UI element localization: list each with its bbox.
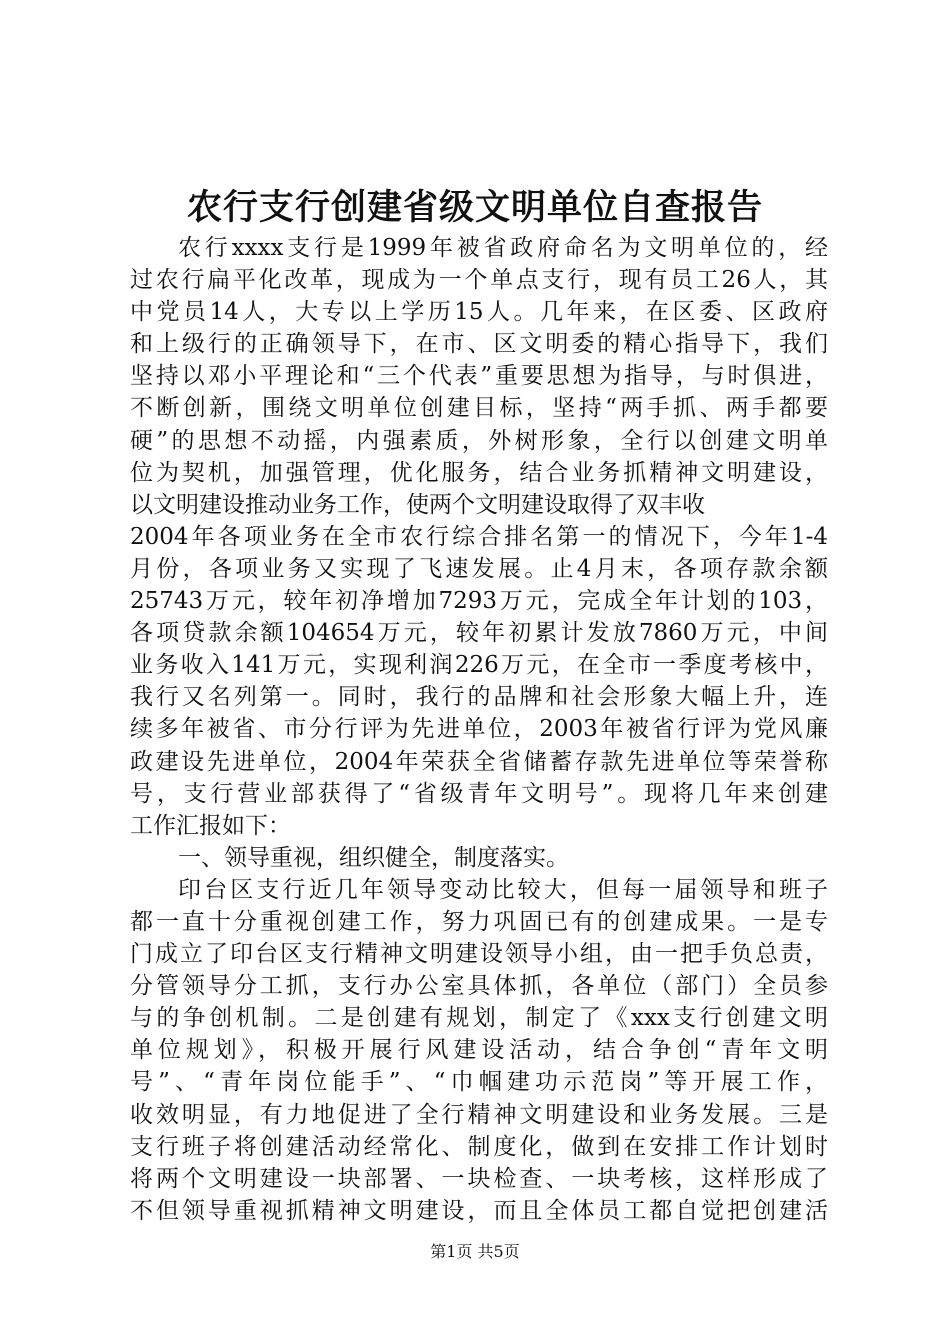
text-line: 支行班子将创建活动经常化、制度化，做到在安排工作计划时 — [130, 1133, 828, 1160]
text-line: 印台区支行近几年领导变动比较大，但每一届领导和班子 — [178, 876, 828, 903]
text-line: 分管领导分工抓，支行办公室具体抓，各单位（部门）全员参 — [130, 973, 828, 1000]
text-line: 门成立了印台区支行精神文明建设领导小组，由一把手负总责， — [130, 941, 828, 968]
text-line: 不断创新，围绕文明单位创建目标，坚持“两手抓、两手都要 — [130, 395, 828, 422]
text-line: 位为契机，加强管理，优化服务，结合业务抓精神文明建设， — [130, 459, 828, 486]
text-line: 坚持以邓小平理论和“三个代表”重要思想为指导，与时俱进， — [130, 363, 828, 390]
text-line: 将两个文明建设一块部署、一块检查、一块考核，这样形成了 — [130, 1165, 828, 1192]
text-line: 都一直十分重视创建工作，努力巩固已有的创建成果。一是专 — [130, 908, 828, 935]
text-line: 不但领导重视抓精神文明建设，而且全体员工都自觉把创建活 — [130, 1197, 828, 1224]
text-line: 号，支行营业部获得了“省级青年文明号”。现将几年来创建 — [130, 780, 828, 807]
text-line: 政建设先进单位，2004年荣获全省储蓄存款先进单位等荣誉称 — [130, 748, 828, 775]
document-title: 农行支行创建省级文明单位自查报告 — [186, 187, 763, 228]
text-line: 和上级行的正确领导下，在市、区文明委的精心指导下，我们 — [130, 331, 828, 358]
text-line: 25743万元，较年初净增加7293万元，完成全年计划的103， — [130, 588, 828, 615]
text-line: 过农行扁平化改革，现成为一个单点支行，现有员工26人，其 — [130, 267, 828, 294]
text-line: 我行又名列第一。同时，我行的品牌和社会形象大幅上升，连 — [130, 684, 828, 711]
text-line: 工作汇报如下： — [130, 812, 291, 839]
text-line: 农行xxxx支行是1999年被省政府命名为文明单位的，经 — [178, 235, 828, 261]
text-line: 收效明显，有力地促进了全行精神文明建设和业务发展。三是 — [130, 1101, 828, 1128]
text-line: 与的争创机制。二是创建有规划，制定了《xxx支行创建文明 — [130, 1005, 828, 1032]
text-line: 业务收入141万元，实现利润226万元，在全市一季度考核中， — [130, 652, 828, 679]
text-line: 各项贷款余额104654万元，较年初累计发放7860万元，中间 — [130, 620, 828, 647]
text-line: 以文明建设推动业务工作，使两个文明建设取得了双丰收 — [130, 491, 705, 518]
text-line: 中党员14人，大专以上学历15人。几年来，在区委、区政府 — [130, 299, 828, 326]
text-line: 续多年被省、市分行评为先进单位，2003年被省行评为党风廉 — [130, 716, 828, 743]
text-line: 号”、“青年岗位能手”、“巾帼建功示范岗”等开展工作， — [130, 1069, 828, 1096]
text-line: 2004年各项业务在全市农行综合排名第一的情况下，今年1-4 — [130, 523, 828, 550]
text-line: 硬”的思想不动摇，内强素质，外树形象，全行以创建文明单 — [130, 427, 828, 454]
page-footer: 第1页 共5页 — [430, 1242, 520, 1261]
document-body — [130, 232, 828, 1227]
text-line: 单位规划》，积极开展行风建设活动，结合争创“青年文明 — [130, 1037, 828, 1064]
section-heading: 一、领导重视，组织健全，制度落实。 — [178, 844, 569, 871]
text-line: 月份，各项业务又实现了飞速发展。止4月末，各项存款余额 — [130, 555, 828, 582]
